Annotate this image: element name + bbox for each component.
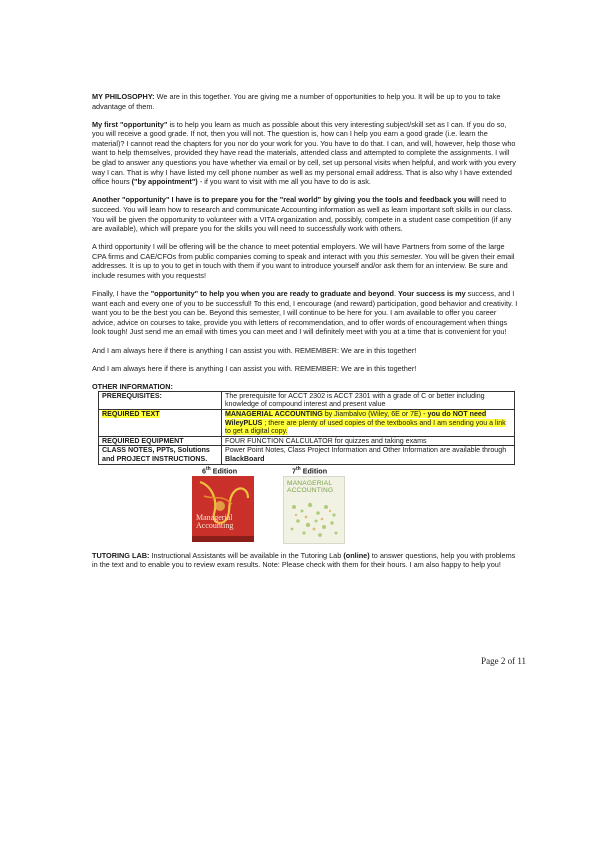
another-opportunity-lead: Another "opportunity" I have is to prepare you for the "real world" by giving you the tools and feedback you will (92, 195, 481, 205)
another-opportunity-text: need to succeed. You will learn how to research and communicate Accounting information as well as learn important soft skills in our class. You will be given the opportunity to volunteer with a VITA organization and, possibly, compete in a student case competition (if any are available), which will prepare you for the skills you will need to successfully work with others. (92, 195, 513, 234)
required-text-label-text: REQUIRED TEXT (102, 409, 160, 418)
wileyplus-note: you do NOT need WileyPLUS (225, 409, 487, 427)
finally-paragraph (92, 289, 518, 337)
table-row (99, 409, 515, 436)
page-number: Page 2 of 11 (481, 656, 526, 666)
tutoring-heading: TUTORING LAB: (92, 550, 150, 560)
other-info-title: OTHER INFORMATION: (92, 381, 173, 391)
class-notes-text: Power Point Notes, Class Project Information and Other Information are available through (225, 446, 507, 455)
prerequisites-label: PREREQUISITES: (99, 391, 222, 409)
used-copies-note: ; there are plenty of used copies of the textbooks and I am sending you a link to get a digital copy. (225, 418, 506, 436)
first-opportunity-text: is to help you learn as much as possible about this very interesting subject/skill set as I can. If you do so, you will receive a good grade. If not, then you will not. The question is, how can I help you earn a good grade (i.e. learn the material)? I cannot read the chapters for you nor do your work for you. You have to do that. I can, and will, however, help those who want to help themselves, provided they have read the materials, attended class and attempted to complete the assignments. I will be glad to answer any questions you have whether via email or by cell, set up personal visits when helpful, and work with you every way I can. That is why I have listed my cell phone number as well as my personal email address. That is also why I have extended office hours (92, 119, 516, 187)
required-equipment-label: REQUIRED EQUIPMENT (99, 436, 222, 446)
seventh-edition-caption: 7th Edition (292, 465, 328, 475)
tutoring-text-1: Instructional Assistants will be available in the Tutoring Lab (149, 550, 344, 560)
textbook-images (98, 465, 518, 547)
third-opportunity-paragraph (92, 242, 518, 280)
first-opportunity-lead: My first "opportunity" (92, 119, 168, 129)
reminder-paragraph-1: And I am always here if there is anything I can assist you with. REMEMBER: We are in this together! (92, 345, 417, 355)
finally-start: Finally, I have the (92, 289, 151, 299)
prerequisites-value: The prerequisite for ACCT 2302 is ACCT 2301 with a grade of C or better including knowledge of compound interest and present value (222, 391, 515, 409)
table-row (99, 391, 515, 409)
philosophy-text: We are in this together. You are giving me a number of opportunities to help you. It will be up to you to take advantage of them. (92, 92, 501, 111)
third-opportunity-tail: . You will be given their email addresses. It is up to you to get in touch with them if you want to introduce yourself and/or ask them for an interview. Be sure and include resumes with you requests! (92, 251, 515, 280)
class-notes-value (222, 446, 515, 464)
finally-text: success, and I want each and every one of you to be successful! To this end, I encourage (and reward) participation, good behavior and creativity. I want you to be the best you can be. Beyond this semester, I will continue to be here for you. I am available to offer you career advice, advice on courses to take, provide you with letters of recommendation, and to offer words of encouragement when things look tough! Just send me an email with times you can meet and I will definitely meet with you at a time that is convenient for you! (92, 289, 518, 337)
cover-7-title: MANAGERIAL ACCOUNTING (287, 479, 334, 494)
philosophy-paragraph (92, 92, 518, 111)
other-info-table (98, 391, 515, 465)
cover-7-art (284, 477, 344, 543)
finally-lead: "opportunity" to help you when you are ready to graduate and beyond (150, 289, 394, 299)
another-opportunity-paragraph (92, 195, 518, 233)
cover-6-art (192, 476, 254, 542)
sixth-edition-cover (192, 476, 254, 542)
required-text-label (99, 409, 222, 436)
sixth-edition-caption: 6th Edition (202, 465, 238, 475)
blackboard-text: BlackBoard (225, 454, 265, 463)
seventh-edition-cover (283, 476, 345, 544)
philosophy-heading: MY PHILOSOPHY: (92, 92, 155, 101)
table-row (99, 436, 515, 446)
first-opportunity-tail: - if you want to visit with me all you have to do is ask. (197, 177, 371, 187)
office-hours-label: ("by appointment") (131, 177, 198, 187)
syllabus-page (92, 92, 518, 578)
tutoring-online: (online) (343, 550, 370, 560)
finally-mid: . (393, 289, 399, 299)
finally-bold2: Your success is my (398, 289, 466, 299)
required-text-value (222, 409, 515, 436)
textbook-author: by Jiambalvo (Wiley, 6E or 7E) - (322, 409, 428, 418)
textbook-title: MANAGERIAL ACCOUNTING (225, 409, 323, 418)
table-row (99, 446, 515, 464)
class-notes-label: CLASS NOTES, PPTs, Solutions and PROJECT INSTRUCTIONS. (99, 446, 222, 464)
tutoring-paragraph (92, 551, 518, 570)
first-opportunity-paragraph (92, 120, 518, 187)
required-equipment-value: FOUR FUNCTION CALCULATOR for quizzes and taking exams (222, 436, 515, 446)
reminder-paragraph-2: And I am always here if there is anything I can assist you with. REMEMBER: We are in this together! (92, 363, 417, 373)
cover-6-title: Managerial Accounting (196, 512, 234, 530)
tutoring-text-2: to answer questions, help you with problems in the text and to enable you to review exam results. Note: Please check with them for their hours. I am also happy to help you! (92, 550, 516, 570)
third-opportunity-text: A third opportunity I will be offering will be the chance to meet potential employers. We will have Partners from some of the large CPA firms and CAE/CFOs from public companies coming to speak and interact with you (92, 242, 505, 261)
this-semester-text: this semester (377, 251, 421, 261)
